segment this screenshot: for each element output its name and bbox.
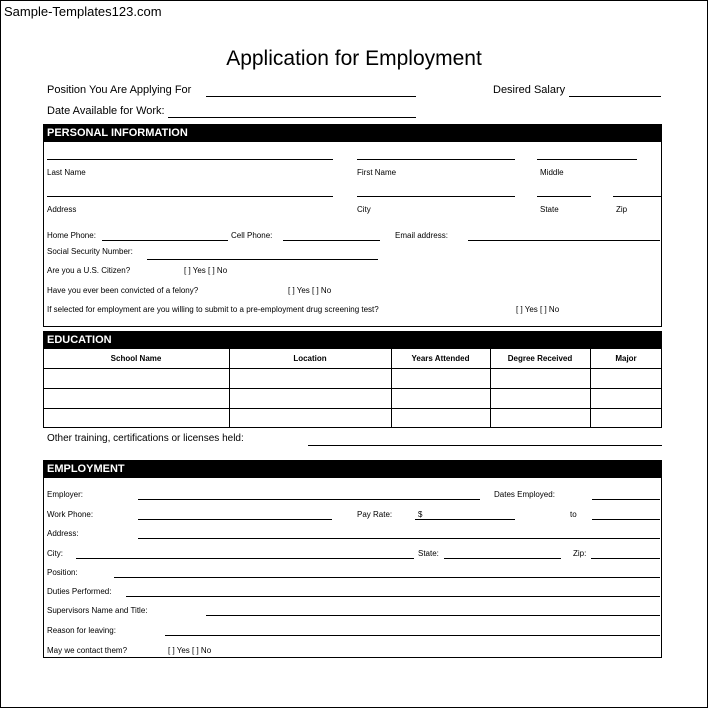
- col-degree-received: Degree Received: [507, 354, 573, 363]
- duties-field[interactable]: [126, 596, 660, 597]
- col-years-attended: Years Attended: [411, 354, 470, 363]
- pay-rate-field[interactable]: [415, 519, 515, 520]
- emp-zip-field[interactable]: [591, 558, 660, 559]
- other-training-field[interactable]: [308, 445, 662, 446]
- dates-to-field[interactable]: [592, 519, 660, 520]
- drug-test-label: If selected for employment are you willing to submit to a pre-employment drug screening test?: [47, 305, 379, 314]
- first-name-label: First Name: [357, 168, 397, 177]
- col-major: Major: [615, 354, 637, 363]
- address-label: Address: [47, 205, 77, 214]
- to-label: to: [570, 510, 577, 519]
- emp-state-label: State:: [418, 549, 439, 558]
- first-name-field[interactable]: [357, 159, 515, 160]
- city-label: City: [357, 205, 371, 214]
- emp-city-field[interactable]: [76, 558, 414, 559]
- ssn-label: Social Security Number:: [47, 247, 133, 256]
- salary-field[interactable]: [569, 96, 661, 97]
- reason-leaving-field[interactable]: [165, 635, 660, 636]
- education-row-line: [43, 388, 662, 389]
- emp-state-field[interactable]: [444, 558, 561, 559]
- ssn-field[interactable]: [147, 259, 378, 260]
- page-title: Application for Employment: [226, 47, 482, 70]
- may-contact-options[interactable]: [ ] Yes [ ] No: [168, 646, 212, 655]
- employer-field[interactable]: [138, 499, 480, 500]
- duties-label: Duties Performed:: [47, 587, 112, 596]
- emp-city-label: City:: [47, 549, 63, 558]
- felony-label: Have you ever been convicted of a felony?: [47, 286, 199, 295]
- last-name-field[interactable]: [47, 159, 333, 160]
- education-header: EDUCATION: [43, 331, 662, 349]
- position-label: Position You Are Applying For: [47, 84, 192, 96]
- state-label: State: [540, 205, 559, 214]
- position-held-label: Position:: [47, 568, 78, 577]
- dollar-sign: $: [418, 510, 423, 519]
- middle-field[interactable]: [537, 159, 637, 160]
- watermark: Sample-Templates123.com: [4, 4, 162, 19]
- pay-rate-label: Pay Rate:: [357, 510, 393, 519]
- date-available-label: Date Available for Work:: [47, 105, 165, 117]
- personal-info-section: [43, 142, 662, 327]
- personal-info-header: PERSONAL INFORMATION: [43, 124, 662, 142]
- state-field[interactable]: [537, 196, 591, 197]
- drug-test-options[interactable]: [ ] Yes [ ] No: [516, 305, 560, 314]
- other-training-label: Other training, certifications or licenses held:: [47, 433, 244, 444]
- home-phone-field[interactable]: [102, 240, 228, 241]
- supervisor-field[interactable]: [206, 615, 660, 616]
- employment-section: [43, 478, 662, 658]
- zip-field[interactable]: [613, 196, 661, 197]
- col-school-name: School Name: [110, 354, 162, 363]
- address-field[interactable]: [47, 196, 333, 197]
- may-contact-label: May we contact them?: [47, 646, 128, 655]
- position-field[interactable]: [206, 96, 416, 97]
- emp-address-label: Address:: [47, 529, 79, 538]
- email-field[interactable]: [468, 240, 660, 241]
- dates-employed-label: Dates Employed:: [494, 490, 555, 499]
- city-field[interactable]: [357, 196, 515, 197]
- education-row-line: [43, 408, 662, 409]
- cell-phone-label: Cell Phone:: [231, 231, 273, 240]
- work-phone-field[interactable]: [138, 519, 332, 520]
- cell-phone-field[interactable]: [283, 240, 380, 241]
- employer-label: Employer:: [47, 490, 84, 499]
- last-name-label: Last Name: [47, 168, 86, 177]
- zip-label: Zip: [616, 205, 628, 214]
- home-phone-label: Home Phone:: [47, 231, 96, 240]
- emp-zip-label: Zip:: [573, 549, 587, 558]
- education-header-row-line: [43, 368, 662, 369]
- citizen-options[interactable]: [ ] Yes [ ] No: [184, 266, 228, 275]
- position-held-field[interactable]: [114, 577, 660, 578]
- dates-from-field[interactable]: [592, 499, 660, 500]
- reason-leaving-label: Reason for leaving:: [47, 626, 116, 635]
- middle-label: Middle: [540, 168, 564, 177]
- emp-address-field[interactable]: [138, 538, 660, 539]
- col-location: Location: [293, 354, 327, 363]
- salary-label: Desired Salary: [493, 84, 566, 96]
- date-available-field[interactable]: [168, 117, 416, 118]
- email-label: Email address:: [395, 231, 448, 240]
- work-phone-label: Work Phone:: [47, 510, 94, 519]
- felony-options[interactable]: [ ] Yes [ ] No: [288, 286, 332, 295]
- employment-header: EMPLOYMENT: [43, 460, 662, 478]
- citizen-label: Are you a U.S. Citizen?: [47, 266, 131, 275]
- supervisor-label: Supervisors Name and Title:: [47, 606, 148, 615]
